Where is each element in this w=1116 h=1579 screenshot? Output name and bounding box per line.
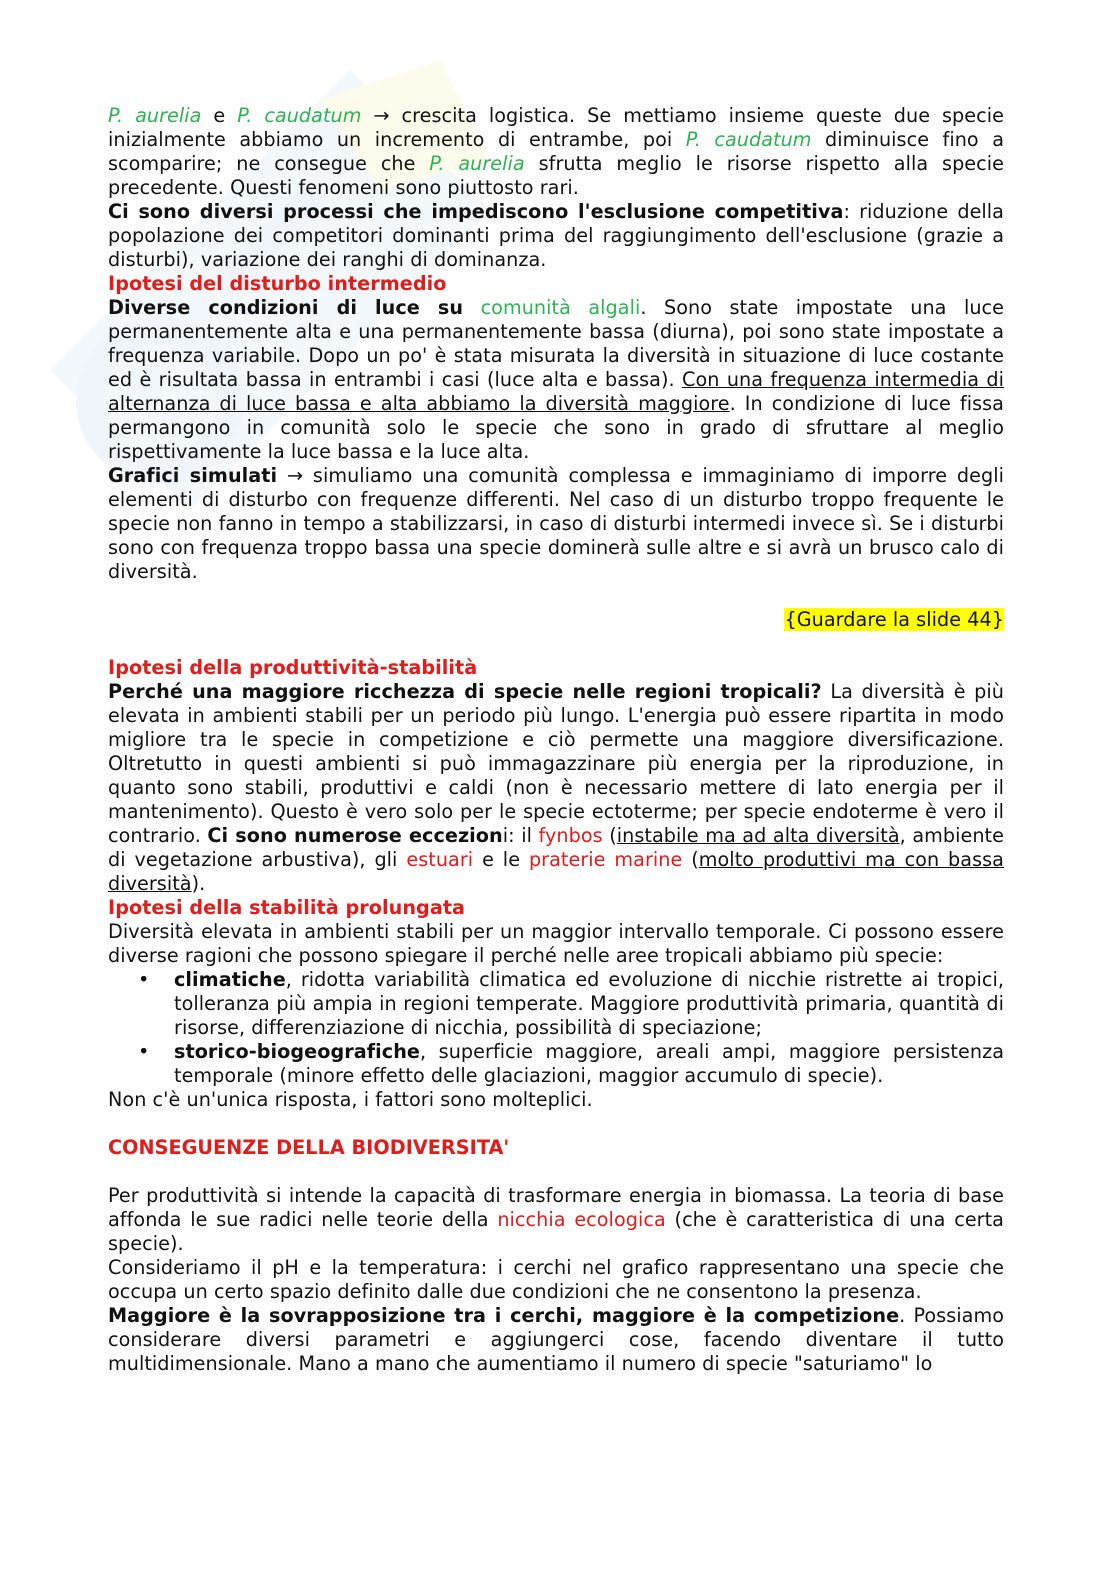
paragraph-exclusion [108,200,1004,272]
text-span: : riduzione della popolazione dei competitori dominanti prima del raggiungimento dell'esclusione (grazie a disturbi), variazione dei ranghi di dominanza. [108,200,1004,271]
highlighted-note: {Guardare la slide 44} [784,608,1004,631]
list-item [108,968,1004,1040]
heading-prolonged-stability: Ipotesi della stabilità prolungata [108,896,466,919]
species-name: P. caudatum [685,128,812,151]
paragraph-competition [108,104,1004,200]
red-term: estuari [406,848,474,871]
paragraph-simulated-graphs [108,464,1004,584]
bold-text: Grafici simulati [108,464,278,487]
text-span: e le [473,848,529,871]
underlined-text: molto produttivi ma con bassa diversità [108,848,1004,895]
reasons-list [108,968,1004,1088]
bold-text: Ci sono numerose eccezion [207,824,503,847]
text-span: Per produttività si intende la capacità di trasformare energia in biomassa. La teoria di base affonda le sue radici nelle teorie della [108,1184,1004,1231]
spacer [108,1160,1004,1184]
text-span: ( [682,848,699,871]
underlined-text: instabile ma ad alta diversità [616,824,900,847]
text-span: ( [602,824,617,847]
text-span: sfrutta meglio le risorse rispetto alla specie precedente. Questi fenomeni sono piuttosto rari. [108,152,1004,199]
text-span: , superficie maggiore, areali ampi, maggiore persistenza temporale (minore effetto delle glaciazioni, maggior accumulo di specie). [174,1040,1004,1087]
text-span: . Sono state impostate una luce permanentemente alta e una permanentemente bassa (diurna), poi sono state impostate a frequenza variabile. Dopo un po' è stata misurata la diversità in situazione di luce costante ed è risultata bassa in entrambi i casi (luce alta e bassa). [108,296,1005,391]
paragraph-overlap [108,1304,1004,1376]
red-term: praterie marine [528,848,683,871]
paragraph-stable-environments: Diversità elevata in ambienti stabili per un maggior intervallo temporale. Ci possono essere diverse ragioni che possono spiegare il perché nelle aree tropicali abbiamo più specie: [108,920,1004,967]
paragraph-light-conditions [108,296,1004,464]
list-item [108,1040,1004,1088]
text-span: , ridotta variabilità climatica ed evoluzione di nicchie ristrette ai tropici, tolleranza più ampia in regioni temperate. Maggiore produttività primaria, quantità di risorse, differenziazione di nicchia, possibilità di speciazione; [174,968,1004,1039]
underlined-text: Con una frequenza intermedia di alternanza di luce bassa e alta abbiamo la diversità maggiore [108,368,1005,415]
text-span [463,296,480,319]
bold-text: climatiche [174,968,286,991]
paragraph-conclusion: Non c'è un'unica risposta, i fattori sono molteplici. [108,1088,593,1111]
text-span: i: il [502,824,539,847]
heading-intermediate-disturbance: Ipotesi del disturbo intermedio [108,272,447,295]
species-name: P. aurelia [108,104,202,127]
heading-biodiversity-consequences: CONSEGUENZE DELLA BIODIVERSITA' [108,1136,510,1159]
species-name: P. caudatum [237,104,362,127]
bold-text: Perché una maggiore ricchezza di specie nelle regioni tropicali? [108,680,822,703]
red-term: nicchia ecologica [497,1208,666,1231]
heading-productivity-stability: Ipotesi della produttività-stabilità [108,656,478,679]
spacer [108,632,1004,656]
bold-text: Ci sono diversi processi che impediscono l'esclusione competitiva [108,200,844,223]
text-span: e [201,104,238,127]
text-span: diminuisce fino a scomparire; ne consegue che [108,128,1005,175]
bold-text: storico-biogeografiche [174,1040,420,1063]
red-term: fynbos [538,824,603,847]
text-span: , ambiente di vegetazione arbustiva), gli [108,824,1004,871]
text-span: . In condizione di luce fissa permangono in comunità solo le specie che sono in grado di sfruttare al meglio rispettivamente la luce bassa e la luce alta. [108,392,1004,463]
green-term: comunità algali [480,296,641,319]
paragraph-productivity [108,1184,1004,1256]
slide-note [108,608,1004,632]
paragraph-tropical-richness [108,680,1004,896]
document-page [108,104,1004,1376]
spacer [108,1112,1004,1136]
text-span: La diversità è più elevata in ambienti stabili per un periodo più lungo. L'energia può essere ripartita in modo migliore tra le specie in competizione e ciò permette una maggiore diversificazione. Oltretutto in questi ambienti si può immagazzinare più energia per la riproduzione, in quanto sono stabili, produttivi e caldi (non è necessario mettere di lato energia per il mantenimento). Questo è vero solo per le specie ectoterme; per specie endoterme è vero il contrario. [108,680,1004,847]
paragraph-ph-temperature: Consideriamo il pH e la temperatura: i cerchi nel grafico rappresentano una specie che occupa un certo spazio definito dalle due condizioni che ne consentono la presenza. [108,1256,1004,1303]
bold-text: Diverse condizioni di luce su [108,296,464,319]
species-name: P. aurelia [429,152,525,175]
text-span: ). [191,872,206,895]
bold-text: Maggiore è la sovrapposizione tra i cerchi, maggiore è la competizione [108,1304,900,1327]
text-span: → simuliamo una comunità complessa e immaginiamo di imporre degli elementi di disturbo con frequenze differenti. Nel caso di un disturbo troppo frequente le specie non fanno in tempo a stabilizzarsi, in caso di disturbi intermedi invece sì. Se i disturbi sono con frequenza troppo bassa una specie dominerà sulle altre e si avrà un brusco calo di diversità. [108,464,1004,583]
text-span: . Possiamo considerare diversi parametri e aggiungerci cose, facendo diventare il tutto multidimensionale. Mano a mano che aumentiamo il numero di specie "saturiamo" lo [108,1304,1004,1375]
text-span: → crescita logistica. Se mettiamo insieme queste due specie inizialmente abbiamo un incremento di entrambe, poi [108,104,1004,151]
text-span: (che è caratteristica di una certa specie). [108,1208,1004,1255]
